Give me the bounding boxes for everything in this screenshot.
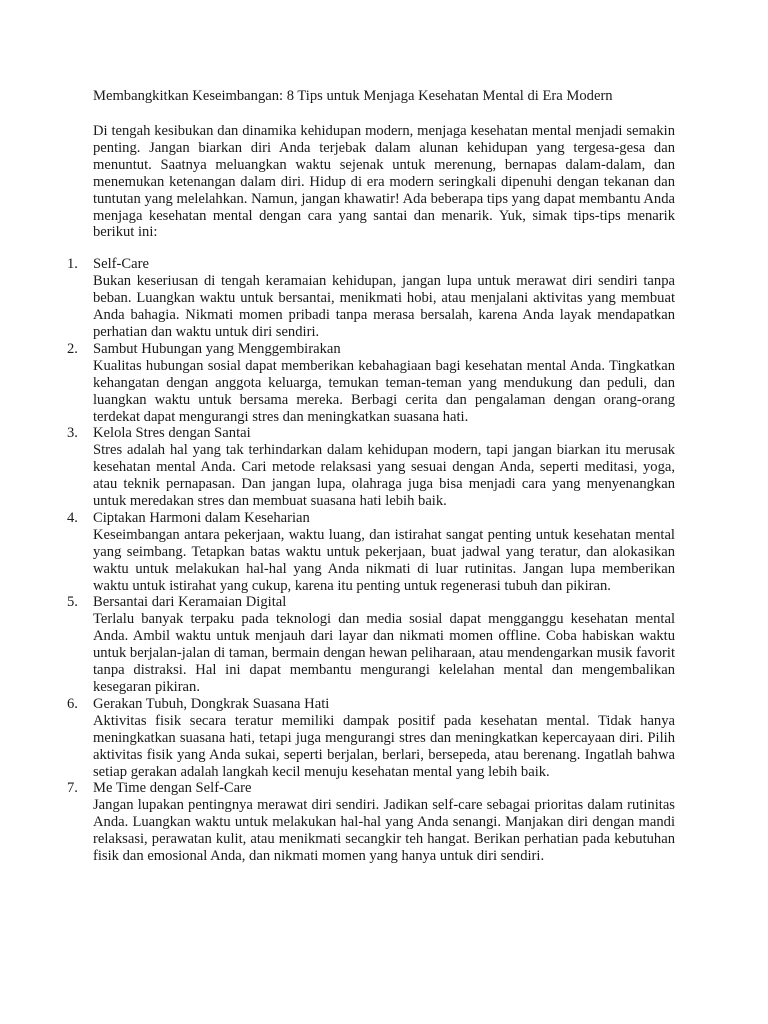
tip-body: Bukan keseriusan di tengah keramaian kehidupan, jangan lupa untuk merawat diri sendiri tanpa beban. Luangkan waktu untuk bersantai, menikmati hobi, atau menjalani aktivitas yang membuat Anda bahagia. Nikmati momen pribadi tanpa merasa bersalah, karena Anda layak mendapatkan perhatian dan waktu untuk diri sendiri. — [93, 273, 675, 340]
tip-heading: Self-Care — [93, 256, 149, 273]
tip-item — [67, 594, 675, 695]
tip-body: Kualitas hubungan sosial dapat memberikan kebahagiaan bagi kesehatan mental Anda. Tingkatkan kehangatan dengan anggota keluarga, temukan teman-teman yang mendukung dan peduli, dan luangkan waktu untuk bersama mereka. Berbagi cerita dan pengalaman dengan orang-orang terdekat dapat mengurangi stres dan meningkatkan suasana hati. — [93, 357, 675, 425]
tip-heading: Bersantai dari Keramaian Digital — [93, 594, 287, 611]
tip-number: 7. — [67, 780, 78, 797]
tip-item — [67, 340, 675, 426]
tip-heading: Gerakan Tubuh, Dongkrak Suasana Hati — [93, 695, 330, 712]
tip-number: 1. — [67, 256, 78, 273]
tip-body: Stres adalah hal yang tak terhindarkan dalam kehidupan modern, tapi jangan biarkan itu merusak kesehatan mental Anda. Cari metode relaksasi yang sesuai dengan Anda, seperti meditasi, yoga, atau teknik pernapasan. Dan jangan lupa, olahraga juga bisa menjadi cara yang menyenangkan untuk meredakan stres dan membuat suasana hati lebih baik. — [93, 442, 675, 510]
tip-body: Keseimbangan antara pekerjaan, waktu luang, dan istirahat sangat penting untuk kesehatan mental yang seimbang. Tetapkan batas waktu untuk pekerjaan, buat jadwal yang teratur, dan alokasikan waktu untuk melakukan hal-hal yang Anda nikmati di luar rutinitas. Jangan lupa memberikan waktu untuk istirahat yang cukup, karena itu penting untuk regenerasi tubuh dan pikiran. — [93, 526, 675, 594]
tip-body: Aktivitas fisik secara teratur memiliki dampak positif pada kesehatan mental. Tidak hanya meningkatkan suasana hati, tetapi juga mengurangi stres dan meningkatkan kepercayaan diri. Pilih aktivitas fisik yang Anda sukai, seperti berjalan, berlari, bersepeda, atau berenang. Ingatlah bahwa setiap gerakan adalah langkah kecil menuju kesehatan mental yang lebih baik. — [93, 712, 675, 780]
intro-paragraph: Di tengah kesibukan dan dinamika kehidupan modern, menjaga kesehatan mental menjadi semakin penting. Jangan biarkan diri Anda terjebak dalam alunan kehidupan yang tergesa-gesa dan menuntut. Saatnya meluangkan waktu sejenak untuk merenung, bernapas dalam-dalam, dan menemukan ketenangan dalam diri. Hidup di era modern seringkali dipenuhi dengan tekanan dan tuntutan yang melelahkan. Namun, jangan khawatir! Ada beberapa tips yang dapat membantu Anda menjaga kesehatan mental dengan cara yang santai dan menarik. Yuk, simak tips-tips menarik berikut ini: — [93, 123, 675, 241]
tip-heading: Sambut Hubungan yang Menggembirakan — [93, 340, 341, 357]
tips-list — [67, 256, 675, 865]
tip-item — [67, 509, 675, 595]
tip-heading: Ciptakan Harmoni dalam Keseharian — [93, 509, 310, 526]
document-title: Membangkitkan Keseimbangan: 8 Tips untuk Menjaga Kesehatan Mental di Era Modern — [93, 88, 613, 104]
tip-number: 2. — [67, 340, 78, 357]
tip-number: 4. — [67, 509, 78, 526]
tip-body: Jangan lupakan pentingnya merawat diri sendiri. Jadikan self-care sebagai prioritas dalam rutinitas Anda. Luangkan waktu untuk melakukan hal-hal yang Anda senangi. Manjakan diri dengan mandi relaksasi, perawatan kulit, atau menikmati secangkir teh hangat. Berikan perhatian pada kebutuhan fisik dan emosional Anda, dan nikmati momen yang hanya untuk diri sendiri. — [93, 797, 675, 865]
tip-heading: Me Time dengan Self-Care — [93, 780, 252, 797]
tip-number: 3. — [67, 425, 78, 442]
tip-item — [67, 256, 675, 341]
tip-item — [67, 425, 675, 510]
tip-item — [67, 695, 675, 781]
tip-body: Terlalu banyak terpaku pada teknologi dan media sosial dapat mengganggu kesehatan mental Anda. Ambil waktu untuk menjauh dari layar dan nikmati momen offline. Coba habiskan waktu untuk berjalan-jalan di taman, bermain dengan hewan peliharaan, atau mendengarkan musik favorit tanpa distraksi. Hal ini dapat membantu mengurangi kelelahan mental dan mengembalikan kesegaran pikiran. — [93, 611, 675, 695]
tip-number: 5. — [67, 594, 78, 611]
tip-number: 6. — [67, 695, 78, 712]
tip-item — [67, 780, 675, 865]
tip-heading: Kelola Stres dengan Santai — [93, 425, 251, 442]
